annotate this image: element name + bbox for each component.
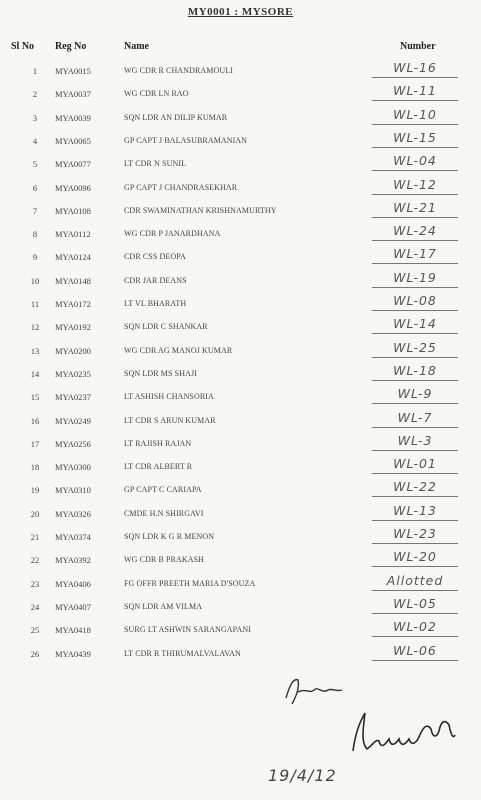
row-number-handwritten: WL-24 bbox=[393, 223, 437, 238]
row-reg-no: MYA0112 bbox=[55, 229, 91, 239]
row-sl-no: 9 bbox=[32, 252, 38, 262]
row-sl-no: 19 bbox=[30, 485, 40, 495]
row-sl-no: 26 bbox=[30, 649, 40, 659]
row-sl-no: 11 bbox=[30, 299, 40, 309]
row-sl-no: 2 bbox=[32, 89, 38, 99]
row-reg-no: MYA0235 bbox=[55, 369, 91, 379]
row-name: SQN LDR MS SHAJI bbox=[124, 369, 197, 378]
row-name: LT CDR ALBERT R bbox=[124, 462, 193, 471]
row-sl-no: 7 bbox=[32, 206, 38, 216]
row-number-handwritten: Allotted bbox=[386, 573, 444, 588]
row-number-handwritten: WL-19 bbox=[393, 270, 437, 285]
table-row bbox=[0, 643, 481, 671]
row-reg-no: MYA0077 bbox=[55, 159, 91, 169]
row-number-underline bbox=[372, 403, 458, 404]
row-number-underline bbox=[372, 147, 458, 148]
row-name: LT CDR N SUNIL bbox=[124, 159, 187, 168]
row-sl-no: 4 bbox=[32, 136, 38, 146]
row-sl-no: 3 bbox=[32, 113, 38, 123]
row-number-handwritten: WL-08 bbox=[393, 293, 437, 308]
row-reg-no: MYA0039 bbox=[55, 113, 91, 123]
row-sl-no: 21 bbox=[30, 532, 40, 542]
row-number-handwritten: WL-02 bbox=[393, 619, 437, 634]
row-number-underline bbox=[372, 194, 458, 195]
row-name: LT CDR S ARUN KUMAR bbox=[124, 416, 216, 425]
document-title-text: MY0001 : MYSORE bbox=[187, 6, 294, 18]
row-number-underline bbox=[372, 124, 458, 125]
row-sl-no: 5 bbox=[32, 159, 38, 169]
row-number-underline bbox=[372, 660, 458, 661]
row-name: CDR JAR DEANS bbox=[124, 276, 187, 285]
row-name: FG OFFR PREETH MARIA D'SOUZA bbox=[124, 579, 256, 588]
row-number-underline bbox=[372, 520, 458, 521]
row-name: WG CDR AG MANOJ KUMAR bbox=[124, 346, 233, 355]
row-name: WG CDR LN RAO bbox=[124, 89, 189, 98]
row-sl-no: 23 bbox=[30, 579, 40, 589]
row-sl-no: 17 bbox=[30, 439, 40, 449]
row-number-underline bbox=[372, 380, 458, 381]
row-reg-no: MYA0065 bbox=[55, 136, 91, 146]
row-name: CDR SWAMINATHAN KRISHNAMURTHY bbox=[124, 206, 277, 215]
row-number-underline bbox=[372, 217, 458, 218]
row-reg-no: MYA0108 bbox=[55, 206, 91, 216]
row-name: WG CDR B PRAKASH bbox=[124, 555, 205, 564]
row-name: SQN LDR AM VILMA bbox=[124, 602, 203, 611]
document-title bbox=[0, 6, 481, 18]
row-number-underline bbox=[372, 263, 458, 264]
row-reg-no: MYA0326 bbox=[55, 509, 91, 519]
row-reg-no: MYA0310 bbox=[55, 485, 91, 495]
row-number-handwritten: WL-12 bbox=[393, 177, 437, 192]
row-number-handwritten: WL-3 bbox=[397, 433, 433, 448]
column-header-reg-no: Reg No bbox=[55, 41, 87, 52]
row-number-underline bbox=[372, 240, 458, 241]
handwritten-date: 19/4/12 bbox=[268, 766, 337, 785]
row-number-handwritten: WL-15 bbox=[393, 130, 437, 145]
row-number-handwritten: WL-20 bbox=[393, 549, 437, 564]
row-sl-no: 15 bbox=[30, 392, 40, 402]
row-reg-no: MYA0374 bbox=[55, 532, 91, 542]
row-sl-no: 20 bbox=[30, 509, 40, 519]
row-sl-no: 25 bbox=[30, 625, 40, 635]
column-header-number: Number bbox=[400, 41, 436, 52]
row-sl-no: 18 bbox=[30, 462, 40, 472]
row-number-handwritten: WL-22 bbox=[393, 479, 437, 494]
row-number-underline bbox=[372, 450, 458, 451]
row-name: GP CAPT J CHANDRASEKHAR bbox=[124, 183, 238, 192]
row-reg-no: MYA0015 bbox=[55, 66, 91, 76]
row-sl-no: 1 bbox=[32, 66, 38, 76]
initials-signature bbox=[280, 670, 350, 710]
row-reg-no: MYA0418 bbox=[55, 625, 91, 635]
row-sl-no: 10 bbox=[30, 276, 40, 286]
row-number-handwritten: WL-21 bbox=[393, 200, 437, 215]
row-reg-no: MYA0300 bbox=[55, 462, 91, 472]
row-name: SQN LDR C SHANKAR bbox=[124, 322, 208, 331]
row-number-handwritten: WL-18 bbox=[393, 363, 437, 378]
row-number-underline bbox=[372, 636, 458, 637]
column-header-sl-no: Sl No bbox=[11, 41, 35, 52]
row-number-handwritten: WL-17 bbox=[393, 246, 437, 261]
row-number-handwritten: WL-13 bbox=[393, 503, 437, 518]
row-number-underline bbox=[372, 496, 458, 497]
row-number-handwritten: WL-16 bbox=[393, 60, 437, 75]
row-number-handwritten: WL-14 bbox=[393, 316, 437, 331]
row-reg-no: MYA0256 bbox=[55, 439, 91, 449]
row-sl-no: 22 bbox=[30, 555, 40, 565]
row-number-underline bbox=[372, 543, 458, 544]
row-number-underline bbox=[372, 333, 458, 334]
row-number-underline bbox=[372, 170, 458, 171]
row-name: SQN LDR K G R MENON bbox=[124, 532, 215, 541]
row-reg-no: MYA0148 bbox=[55, 276, 91, 286]
row-name: CDR CSS DEOPA bbox=[124, 252, 186, 261]
row-name: GP CAPT J BALASUBRAMANIAN bbox=[124, 136, 248, 145]
row-number-underline bbox=[372, 100, 458, 101]
row-reg-no: MYA0237 bbox=[55, 392, 91, 402]
row-number-underline bbox=[372, 473, 458, 474]
row-number-handwritten: WL-05 bbox=[393, 596, 437, 611]
row-number-handwritten: WL-01 bbox=[393, 456, 437, 471]
row-sl-no: 12 bbox=[30, 322, 40, 332]
row-name: WG CDR R CHANDRAMOULI bbox=[124, 66, 233, 75]
row-name: LT ASHISH CHANSORIA bbox=[124, 392, 214, 401]
row-sl-no: 13 bbox=[30, 346, 40, 356]
row-reg-no: MYA0439 bbox=[55, 649, 91, 659]
row-reg-no: MYA0407 bbox=[55, 602, 91, 612]
row-number-underline bbox=[372, 310, 458, 311]
row-sl-no: 16 bbox=[30, 416, 40, 426]
row-name: LT RAJISH RAJAN bbox=[124, 439, 192, 448]
row-reg-no: MYA0037 bbox=[55, 89, 91, 99]
row-name: LT CDR R THIRUMALVALAVAN bbox=[124, 649, 241, 658]
row-number-underline bbox=[372, 77, 458, 78]
row-reg-no: MYA0192 bbox=[55, 322, 91, 332]
row-number-handwritten: WL-23 bbox=[393, 526, 437, 541]
row-reg-no: MYA0096 bbox=[55, 183, 91, 193]
row-number-underline bbox=[372, 566, 458, 567]
row-reg-no: MYA0124 bbox=[55, 252, 91, 262]
row-number-handwritten: WL-06 bbox=[393, 643, 437, 658]
row-reg-no: MYA0172 bbox=[55, 299, 91, 309]
row-number-underline bbox=[372, 590, 458, 591]
row-name: GP CAPT C CARIAPA bbox=[124, 485, 202, 494]
row-number-underline bbox=[372, 357, 458, 358]
row-reg-no: MYA0392 bbox=[55, 555, 91, 565]
row-name: CMDE H.N SHIRGAVI bbox=[124, 509, 204, 518]
row-number-handwritten: WL-11 bbox=[393, 83, 437, 98]
row-name: LT VL BHARATH bbox=[124, 299, 187, 308]
row-name: SURG LT ASHWIN SARANGAPANI bbox=[124, 625, 251, 634]
row-name: WG CDR P JANARDHANA bbox=[124, 229, 221, 238]
row-number-handwritten: WL-9 bbox=[397, 386, 433, 401]
row-number-underline bbox=[372, 427, 458, 428]
row-name: SQN LDR AN DILIP KUMAR bbox=[124, 113, 228, 122]
row-reg-no: MYA0406 bbox=[55, 579, 91, 589]
row-sl-no: 24 bbox=[30, 602, 40, 612]
row-reg-no: MYA0200 bbox=[55, 346, 91, 356]
column-header-name: Name bbox=[124, 41, 149, 52]
row-number-underline bbox=[372, 613, 458, 614]
row-number-underline bbox=[372, 287, 458, 288]
row-number-handwritten: WL-10 bbox=[393, 107, 437, 122]
row-number-handwritten: WL-7 bbox=[397, 410, 433, 425]
row-sl-no: 6 bbox=[32, 183, 38, 193]
row-reg-no: MYA0249 bbox=[55, 416, 91, 426]
row-number-handwritten: WL-25 bbox=[393, 340, 437, 355]
row-sl-no: 14 bbox=[30, 369, 40, 379]
row-number-handwritten: WL-04 bbox=[393, 153, 437, 168]
handwritten-signature bbox=[345, 705, 465, 760]
row-sl-no: 8 bbox=[32, 229, 38, 239]
